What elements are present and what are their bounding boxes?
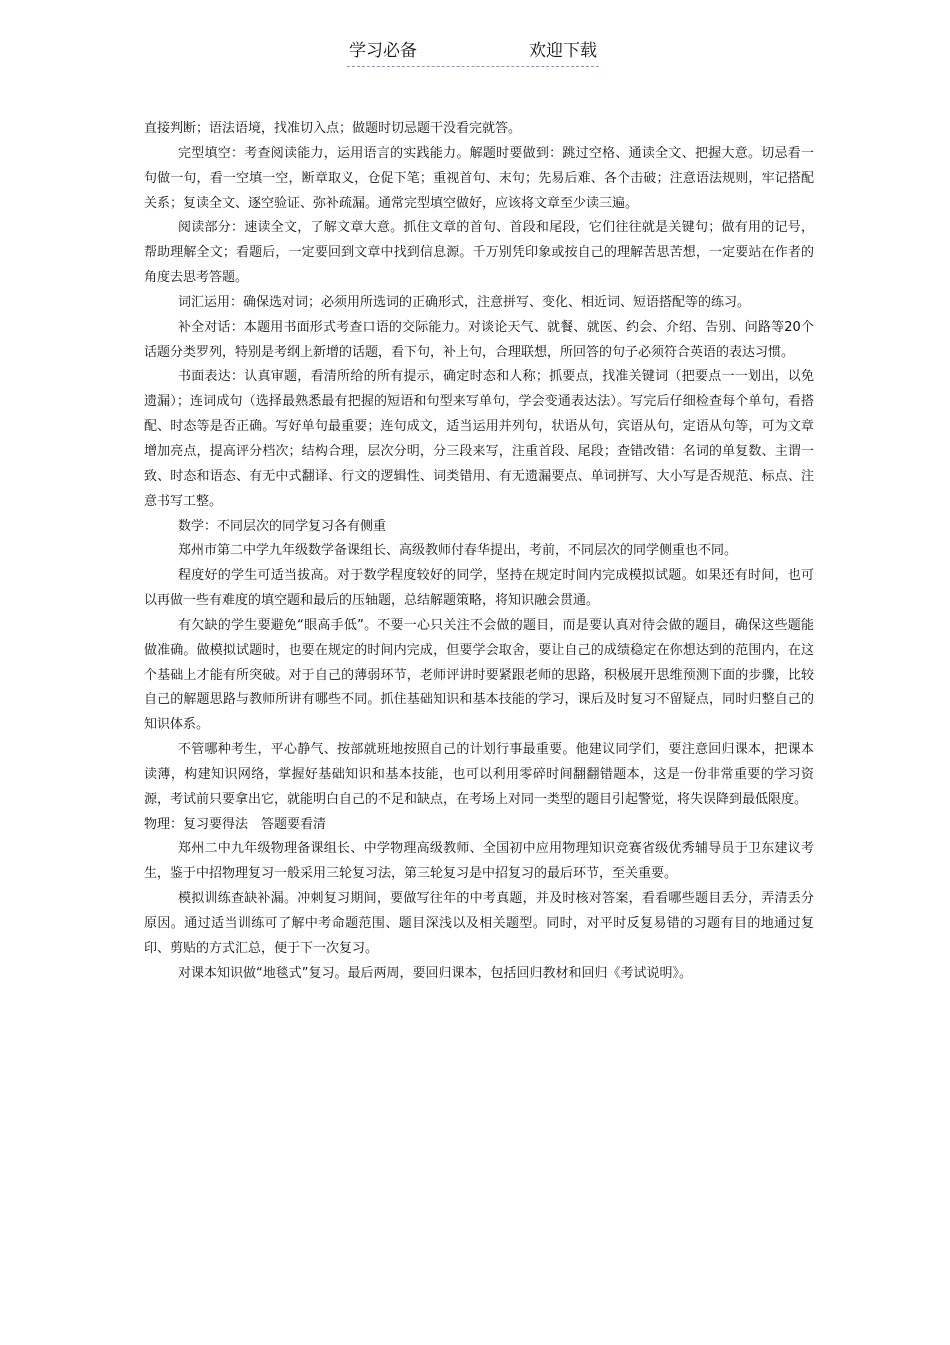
paragraph: 郑州市第二中学九年级数学备课组长、高级教师付春华提出，考前，不同层次的同学侧重也不同。 [178,543,738,559]
header-left-text: 学习必备 [349,41,417,61]
paragraph: 词汇运用：确保选对词；必须用所选词的正确形式，注意拼写、变化、相近词、短语搭配等的练习。 [178,294,751,310]
paragraph: 程度好的学生可适当拔高。对于数学程度较好的同学，坚持在规定时间内完成模拟试题。如果还有时间，也可以再做一些有难度的填空题和最后的压轴题，总结解题策略，将知识融会贯通。 [144,568,814,609]
paragraph: 郑州二中九年级物理备课组长、中学物理高级教师、全国初中应用物理知识竞赛省级优秀辅导员于卫东建议考生，鉴于中招物理复习一般采用三轮复习法，第三轮复习是中招复习的最后环节，至关重要。 [144,841,814,882]
page-header [347,40,599,67]
paragraph: 有欠缺的学生要避免“眼高手低”。不要一心只关注不会做的题目，而是要认真对待会做的题目，确保这些题能做准确。做模拟试题时，也要在规定的时间内完成，但要学会取舍，要让自己的成绩稳定在你想达到的范围内，在这个基础上才能有所突破。对于自己的薄弱环节，老师评讲时要紧跟老师的思路，积极展开思维预测下面的步骤，比较自己的解题思路与教师所讲有哪些不同。抓住基础知识和基本技能的学习，课后及时复习不留疑点，同时归整自己的知识体系。 [144,617,814,733]
document-body [144,117,814,987]
paragraph: 对课本知识做“地毯式”复习。最后两周，要回归课本，包括回归教材和回归《考试说明》。 [178,965,692,981]
paragraph: 阅读部分：速读全文，了解文章大意。抓住文章的首句、首段和尾段，它们往往就是关键句；做有用的记号，帮助理解全文；看题后，一定要回到文章中找到信息源。千万别凭印象或按自己的理解苦思苦想，一定要站在作者的角度去思考答题。 [144,220,814,286]
section-heading-physics: 物理：复习要得法 答题要看清 [144,816,327,832]
header-right-text: 欢迎下载 [529,41,597,61]
paragraph: 不管哪种考生，平心静气、按部就班地按照自己的计划行事最重要。他建议同学们，要注意回归课本，把课本读薄，构建知识网络，掌握好基础知识和基本技能，也可以利用零碎时间翻翻错题本，这是一份非常重要的学习资源，考试前只要拿出它，就能明白自己的不足和缺点，在考场上对同一类型的题目引起警觉，将失误降到最低限度。 [144,742,814,807]
paragraph: 书面表达：认真审题，看清所给的所有提示，确定时态和人称；抓要点，找准关键词（把要点一一划出，以免遗漏）；连词成句（选择最熟悉最有把握的短语和句型来写单句，学会变通表达法）。写完后仔细检查每个单句，看搭配、时态等是否正确。写好单句最重要；连句成文，适当运用并列句，状语从句，宾语从句，定语从句等，可为文章增加亮点，提高评分档次；结构合理，层次分明，分三段来写，注重首段、尾段；查错改错：名词的单复数、主谓一致、时态和语态、有无中式翻译、行文的逻辑性、词类错用、有无遗漏要点、单词拼写、大小写是否规范、标点、注意书写工整。 [144,369,814,509]
paragraph: 完型填空：考查阅读能力，运用语言的实践能力。解题时要做到：跳过空格、通读全文、把握大意。切忌看一句做一句，看一空填一空，断章取义，仓促下笔；重视首句、末句；先易后难、各个击破；注意语法规则，牢记搭配关系；复读全文、逐空验证、弥补疏漏。通常完型填空做好，应该将文章至少读三遍。 [144,145,814,211]
section-heading-math: 数学：不同层次的同学复习各有侧重 [178,518,387,534]
paragraph: 直接判断；语法语境，找准切入点；做题时切忌题干没看完就答。 [144,121,522,136]
paragraph: 模拟训练查缺补漏。冲刺复习期间，要做写往年的中考真题，并及时核对答案，看看哪些题目丢分，弄清丢分原因。通过适当训练可了解中考命题范围、题目深浅以及相关题型。同时，对平时反复易错的习题有目的地通过复印、剪贴的方式汇总，便于下一次复习。 [144,891,814,956]
paragraph: 补全对话：本题用书面形式考查口语的交际能力。对谈论天气、就餐、就医、约会、介绍、告别、问路等20个话题分类罗列，特别是考纲上新增的话题，看下句，补上句，合理联想，所回答的句子必须符合英语的表达习惯。 [144,319,814,360]
